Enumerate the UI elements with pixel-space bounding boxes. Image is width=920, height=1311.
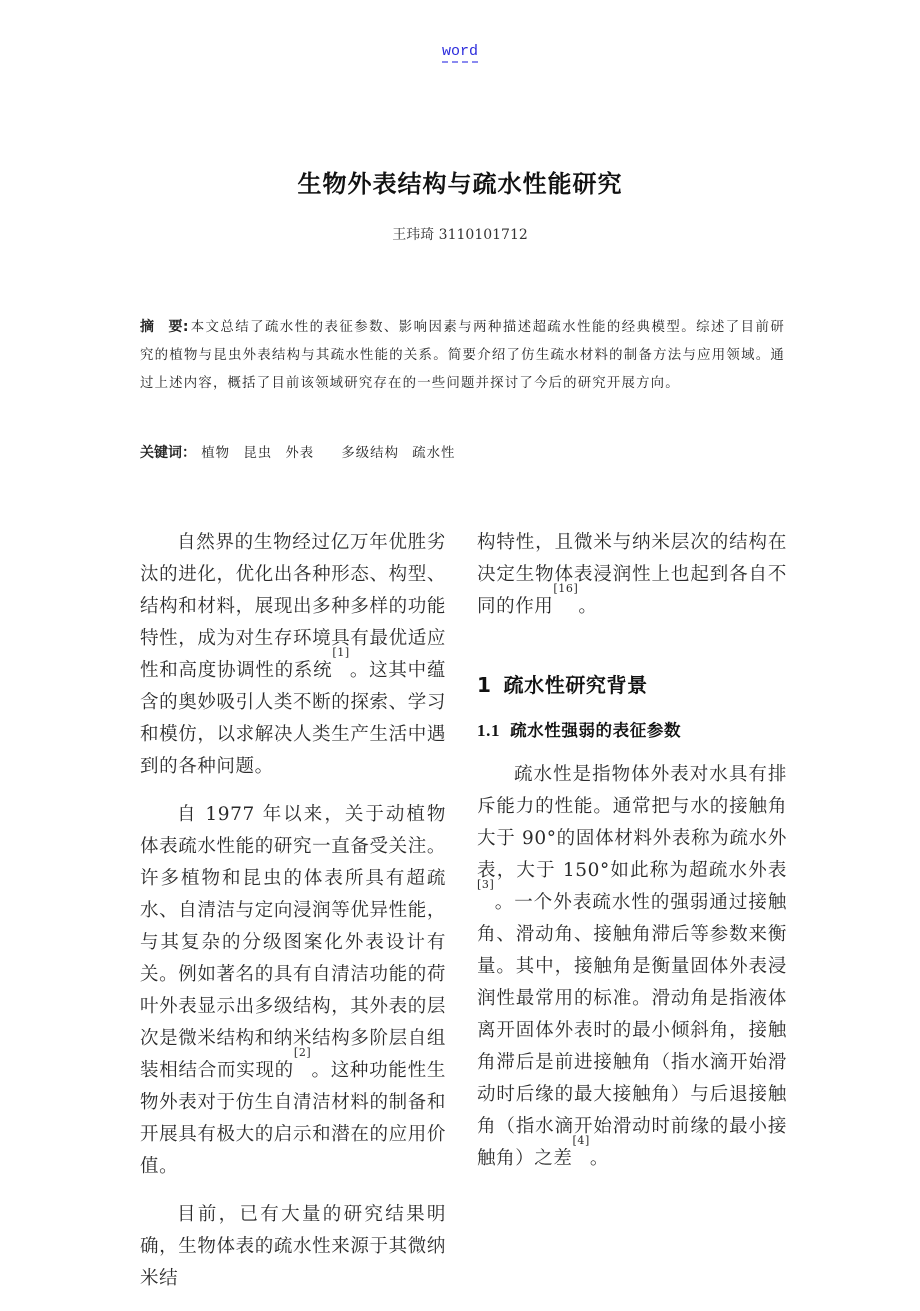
keywords-label: 关键词：: [140, 445, 196, 461]
paragraph-text: 构特性，且微米与纳米层次的结构在决定生物体表浸润性上也起到各自不同的作用: [477, 532, 787, 617]
keyword: 多级结构: [341, 446, 399, 461]
paragraph-text: 。: [589, 1148, 610, 1169]
abstract-text: 本文总结了疏水性的表征参数、影响因素与两种描述超疏水性能的经典模型。综述了目前研究的植物与昆虫外表结构与其疏水性能的关系。简要介绍了仿生疏水材料的制备方法与应用领域。通过上述内容，概括了目前该领域研究存在的一些问题并探讨了今后的研究开展方向。: [140, 320, 785, 391]
abstract: [140, 313, 785, 398]
subsection-number: 1.1: [477, 721, 501, 740]
paragraph-text: 。这种功能性生物外表对于仿生自清洁材料的制备和开展具有极大的启示和潜在的应用价值。: [140, 1060, 446, 1177]
abstract-label: 摘 要:: [140, 319, 189, 335]
paragraph-text: 自 1977 年以来，关于动植物体表疏水性能的研究一直备受关注。许多植物和昆虫的体表所具有超疏水、自清洁与定向浸润等优异性能，与其复杂的分级图案化外表设计有关。例如著名的具有自清洁功能的荷叶外表显示出多级结构，其外表的层次是微米结构和纳米结构多阶层自组装相结合而实现的: [140, 804, 446, 1081]
paragraph-text: 目前，已有大量的研究结果明确，生物体表的疏水性来源于其微纳米结: [140, 1204, 446, 1289]
paragraph-text: 自然界的生物经过亿万年优胜劣汰的进化，优化出各种形态、构型、结构和材料，展现出多种多样的功能特性，成为对生存环境具有最优适应性和高度协调性的系统: [140, 532, 446, 681]
keyword: 植物: [201, 446, 231, 461]
paragraph: [477, 759, 787, 1175]
citation: [4]: [572, 1134, 590, 1147]
paragraph-text: 。这其中蕴含的奥妙吸引人类不断的探索、学习和模仿，以求解决人类生产生活中遇到的各种问题。: [140, 660, 446, 777]
paragraph: [140, 527, 446, 783]
keyword: 外表: [285, 446, 315, 461]
section-number: 1: [477, 673, 492, 697]
keyword: 疏水性: [412, 446, 456, 461]
left-column: [140, 527, 446, 1311]
header: [0, 40, 920, 60]
citation: [2]: [293, 1046, 312, 1059]
document-title: 生物外表结构与疏水性能研究: [297, 170, 623, 198]
paragraph: [140, 799, 446, 1183]
right-column: [477, 527, 787, 1191]
word-link[interactable]: word: [442, 43, 478, 63]
paragraph-text: 疏水性是指物体外表对水具有排斥能力的性能。通常把与水的接触角大于 90°的固体材料外表称为疏水外表，大于 150°如此称为超疏水外表: [477, 764, 787, 881]
subsection-title: 疏水性强弱的表征参数: [510, 721, 682, 740]
paragraph-text: 。: [578, 596, 598, 617]
author-line: 王玮琦 3110101712: [392, 227, 528, 243]
citation: [3]: [477, 878, 495, 891]
citation: [1]: [332, 646, 350, 659]
paragraph-text: 。一个外表疏水性的强弱通过接触角、滑动角、接触角滞后等参数来衡量。其中，接触角是衡量固体外表浸润性最常用的标准。滑动角是指液体离开固体外表时的最小倾斜角，接触角滞后是前进接触角（指水滴开始滑动时后缘的最大接触角）与后退接触角（指水滴开始滑动时前缘的最小接触角）之差: [477, 892, 787, 1169]
citation: [16]: [553, 582, 579, 595]
paragraph: [140, 1199, 446, 1295]
section-title: 疏水性研究背景: [503, 673, 648, 697]
subsection-heading: [477, 715, 787, 747]
section-heading: [477, 669, 787, 701]
paragraph: [477, 527, 787, 623]
keyword: 昆虫: [243, 446, 273, 461]
keywords: [140, 441, 785, 466]
